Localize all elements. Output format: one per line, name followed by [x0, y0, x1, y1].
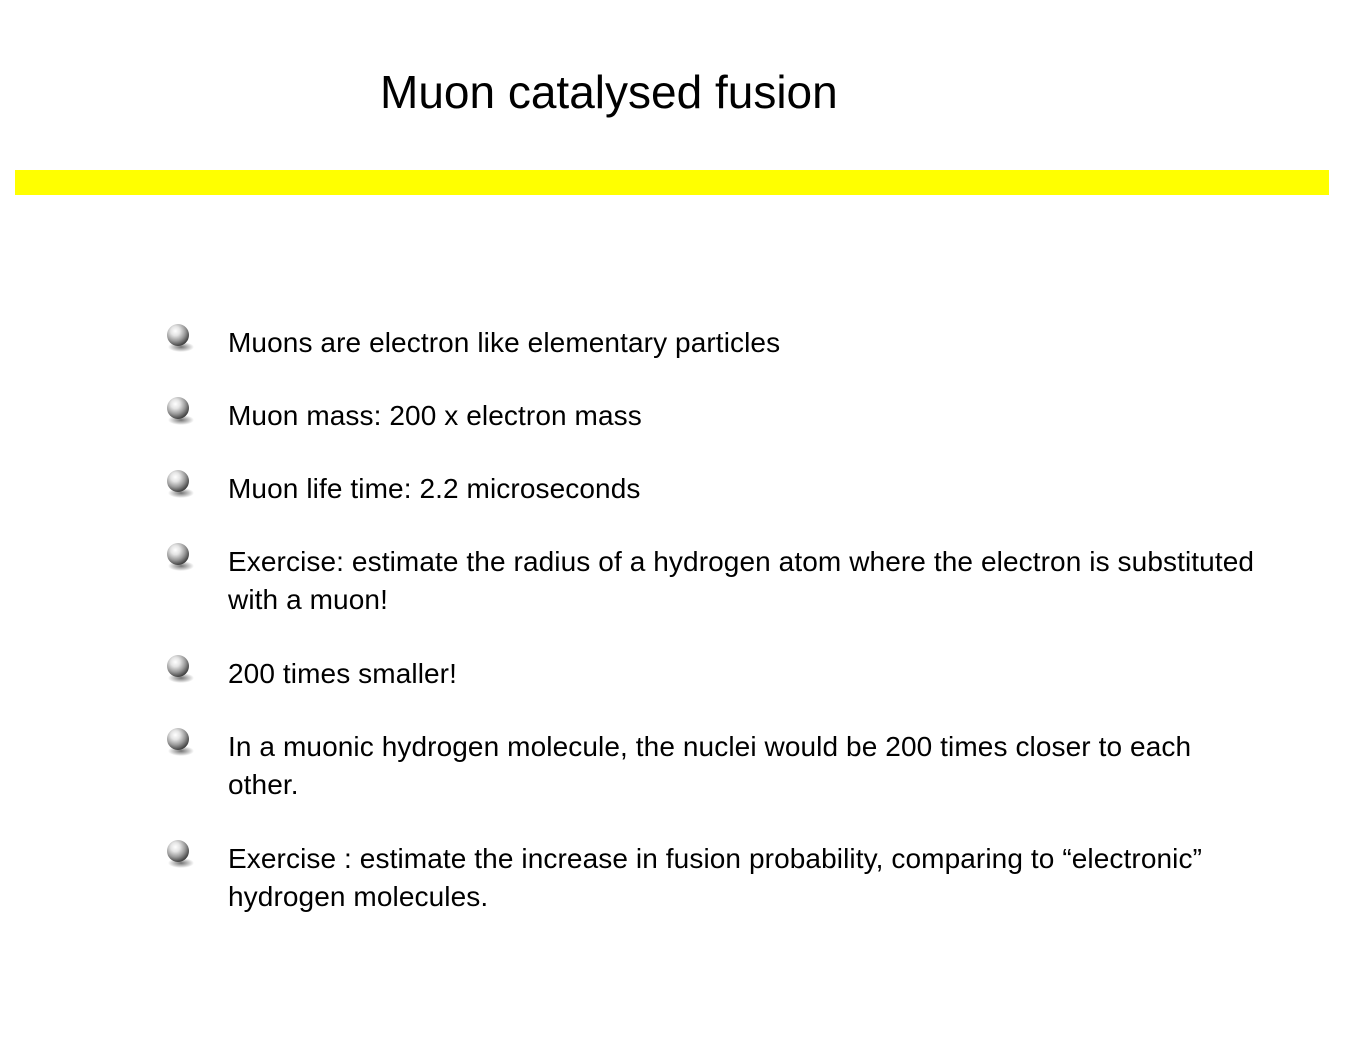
bullet-text: Muon mass: 200 x electron mass: [228, 400, 642, 431]
silver-sphere-icon: [163, 726, 195, 758]
silver-sphere-icon: [163, 468, 195, 500]
bullet-text: Exercise: estimate the radius of a hydrogen atom where the electron is substituted with a muon!: [228, 546, 1255, 615]
silver-sphere-icon: [163, 322, 195, 354]
silver-sphere-icon: [163, 541, 195, 573]
bullet-text: Exercise : estimate the increase in fusion probability, comparing to “electronic” hydrogen molecules.: [228, 843, 1203, 912]
slide-title: Muon catalysed fusion: [380, 66, 838, 118]
silver-sphere-icon: [163, 838, 195, 870]
silver-sphere-icon: [163, 653, 195, 685]
silver-sphere-icon: [163, 395, 195, 427]
bullet-text: In a muonic hydrogen molecule, the nuclei would be 200 times closer to each other.: [228, 731, 1192, 800]
bullet-text: Muons are electron like elementary particles: [228, 327, 781, 358]
bullet-text: Muon life time: 2.2 microseconds: [228, 473, 641, 504]
bullet-text: 200 times smaller!: [228, 658, 457, 689]
